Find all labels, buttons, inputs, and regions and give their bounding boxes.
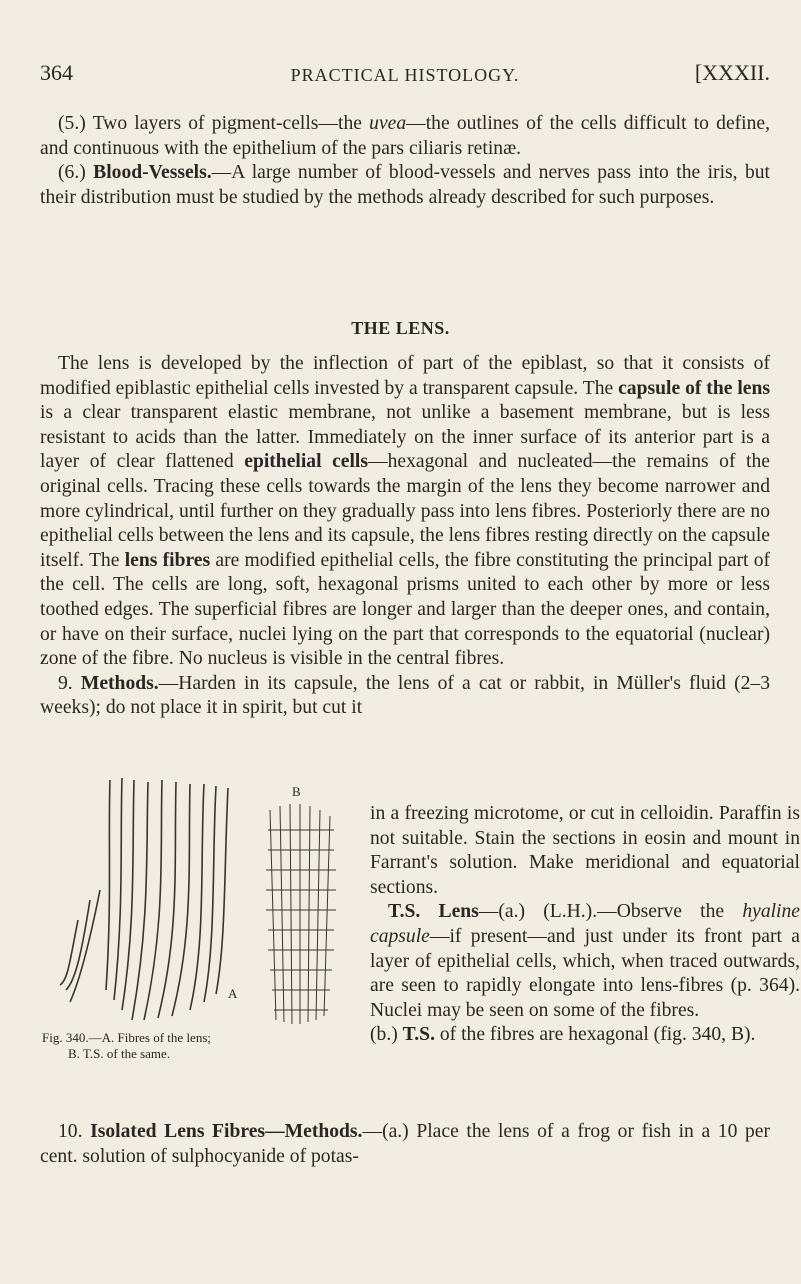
iris-text	[40, 112, 770, 210]
paragraph-lens: The lens is developed by the inflection of part of the epiblast, so that it consists of modified epiblastic epithelial cells invested by a transparent capsule. The capsule of the lens is a clear transparent elastic membrane, not unlike a basement membrane, but is less resistant to acids than the latter. Immediately on the inner surface of its anterior part is a layer of clear flattened epithelial cells—hexagonal and nucleated—the remains of the original cells. Tracing these cells towards the margin of the lens they become narrower and more cylindrical, until further on they gradually pass into lens fibres. Posteriorly there are no epithelial cells between the lens and its capsule, the lens fibres resting directly on the capsule itself. The lens fibres are modified epithelial cells, the fibre constituting the principal part of the cell. The cells are long, soft, hexagonal prisms united to each other by more or less toothed edges. The superficial fibres are longer and larger than the deeper ones, and contain, or have on their surface, nuclei lying on the part that corresponds to the equatorial (nuclear) zone of the fibre. No nucleus is visible in the central fibres.	[40, 353, 771, 670]
paragraph-ts-lens-b: (b.) T.S. of the fibres are hexagonal (fig. 340, B).	[370, 1024, 756, 1046]
figure-label-b: B	[292, 784, 301, 799]
paragraph-methods-9: 9. Methods.—Harden in its capsule, the lens of a cat or rabbit, in Müller's fluid (2–3 weeks); do not place it in spirit, but cut it	[40, 672, 770, 719]
page-number: 364	[40, 60, 73, 85]
paragraph-methods-10: 10. Isolated Lens Fibres—Methods.—(a.) Place the lens of a frog or fish in a 10 per cent. solution of sulphocyanide of potas-	[40, 1121, 771, 1167]
paragraph-ts-lens-a: T.S. Lens—(a.) (L.H.).—Observe the hyaline capsule—if present—and just under its front part a layer of epithelial cells, which, when traced outwards, are seen to rapidly elongate into lens-fibres (p. 364). Nuclei may be seen on some of the fibres.	[370, 901, 800, 1021]
lens-fibres-figure	[40, 770, 360, 1040]
fibres-drawing-b	[266, 804, 336, 1024]
figure-caption	[42, 1030, 362, 1062]
section-heading: THE LENS.	[351, 318, 450, 338]
running-title: PRACTICAL HISTOLOGY.	[290, 65, 520, 85]
fibres-drawing-a	[60, 778, 228, 1020]
chapter-number: [XXXII.	[694, 60, 770, 85]
paragraph-blood-vessels: (6.) Blood-Vessels.—A large number of blood-vessels and nerves pass into the iris, but their distribution must be studied by the methods already described for such purposes.	[40, 162, 770, 208]
figure-label-a: A	[228, 986, 238, 1001]
methods-column	[370, 802, 800, 1048]
caption-line-2: B. T.S. of the same.	[68, 1046, 171, 1061]
methods-10-text	[40, 1120, 770, 1169]
lens-text	[40, 352, 770, 721]
running-header	[40, 60, 770, 90]
paragraph-uvea: (5.) Two layers of pigment-cells—the uvea—the outlines of the cells difficult to define, and continuous with the epithelium of the pars ciliaris retinæ.	[40, 113, 771, 159]
paragraph-freezing: in a freezing microtome, or cut in celloidin. Paraffin is not suitable. Stain the sections in eosin and mount in Farrant's solution. Make meridional and equatorial sections.	[370, 803, 800, 898]
caption-line-1: Fig. 340.—A. Fibres of the lens;	[42, 1030, 211, 1045]
